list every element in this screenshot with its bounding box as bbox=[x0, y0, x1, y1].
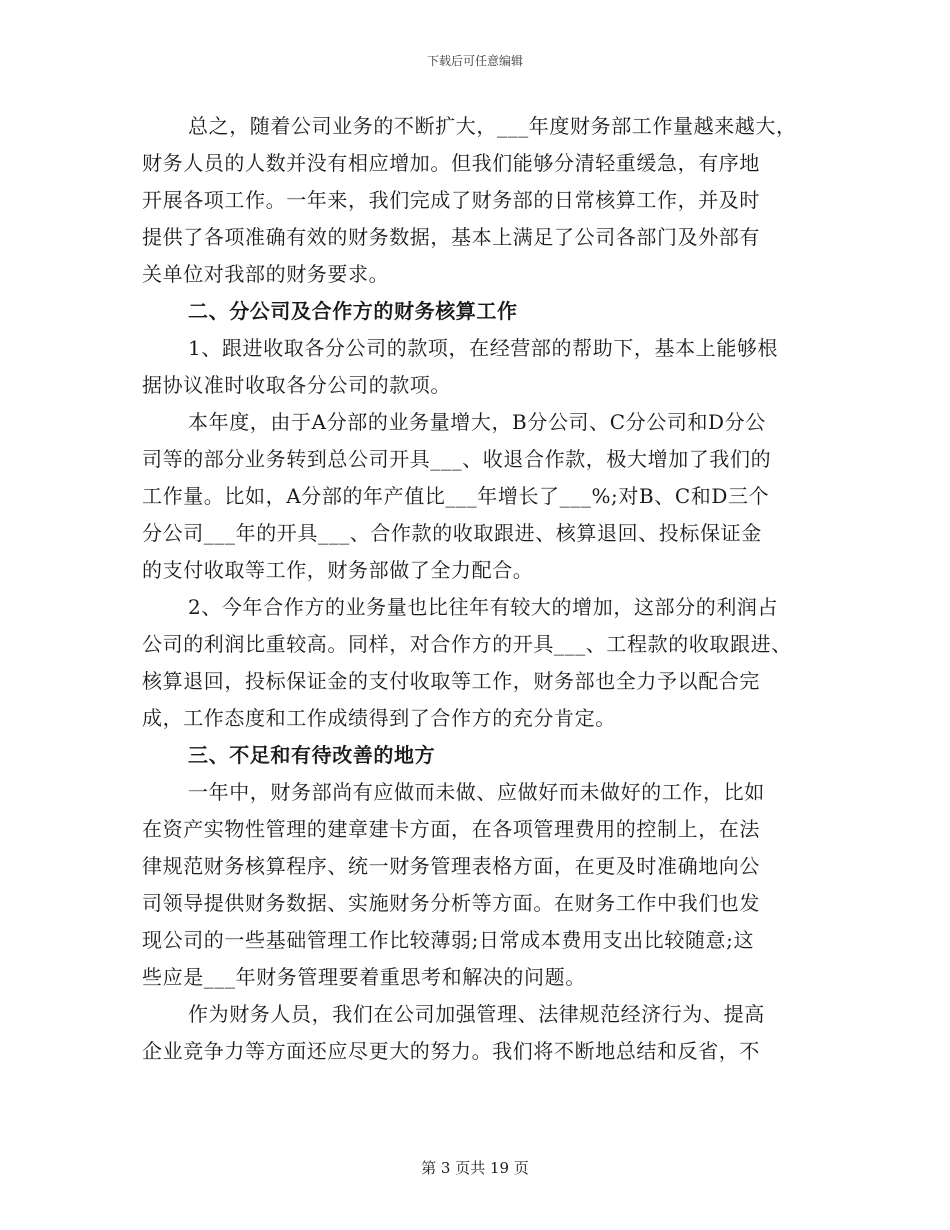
paragraph-line: 在资产实物性管理的建章建卡方面，在各项管理费用的控制上，在法 bbox=[142, 817, 760, 841]
paragraph-line: 核算退回，投标保证金的支付收取等工作，财务部也全力予以配合完 bbox=[142, 669, 760, 693]
paragraph-line: 分公司___年的开具___、合作款的收取跟进、核算退回、投标保证金 bbox=[142, 521, 762, 545]
section-heading: 二、分公司及合作方的财务核算工作 bbox=[188, 299, 518, 323]
paragraph-line: 2、今年合作方的业务量也比往年有较大的增加，这部分的利润占 bbox=[188, 595, 779, 619]
paragraph-line: 提供了各项准确有效的财务数据，基本上满足了公司各部门及外部有 bbox=[142, 225, 760, 249]
paragraph-line: 工作量。比如，A分部的年产值比___年增长了___%;对B、C和D三个 bbox=[142, 484, 770, 508]
paragraph-line: 现公司的一些基础管理工作比较薄弱;日常成本费用支出比较随意;这 bbox=[142, 928, 755, 952]
paragraph-line: 本年度，由于A分部的业务量增大，B分公司、C分公司和D分公 bbox=[188, 410, 766, 434]
paragraph-line: 成，工作态度和工作成绩得到了合作方的充分肯定。 bbox=[142, 706, 616, 730]
paragraph-line: 司等的部分业务转到总公司开具___、收退合作款，极大增加了我们的 bbox=[142, 447, 772, 471]
page-header: 下载后可任意编辑 bbox=[426, 54, 523, 68]
paragraph-line: 些应是___年财务管理要着重思考和解决的问题。 bbox=[142, 965, 586, 989]
document-body bbox=[142, 108, 822, 1070]
paragraph-line: 1、跟进收取各分公司的款项，在经营部的帮助下，基本上能够根 bbox=[188, 336, 779, 360]
paragraph-line: 企业竞争力等方面还应尽更大的努力。我们将不断地总结和反省，不 bbox=[142, 1039, 760, 1063]
paragraph-line: 作为财务人员，我们在公司加强管理、法律规范经济行为、提高 bbox=[188, 1002, 765, 1026]
paragraph-line: 的支付收取等工作，财务部做了全力配合。 bbox=[142, 558, 534, 582]
paragraph-line: 公司的利润比重较高。同样，对合作方的开具___、工程款的收取跟进、 bbox=[142, 632, 792, 656]
paragraph-line: 司领导提供财务数据、实施财务分析等方面。在财务工作中我们也发 bbox=[142, 891, 760, 915]
section-heading: 三、不足和有待改善的地方 bbox=[188, 743, 436, 767]
paragraph-line: 律规范财务核算程序、统一财务管理表格方面，在更及时准确地向公 bbox=[142, 854, 760, 878]
paragraph-line: 关单位对我部的财务要求。 bbox=[142, 262, 390, 286]
page-footer: 第 3 页共 19 页 bbox=[421, 1159, 529, 1177]
paragraph-line: 据协议准时收取各分公司的款项。 bbox=[142, 373, 451, 397]
paragraph-line: 总之，随着公司业务的不断扩大，___年度财务部工作量越来越大， bbox=[188, 114, 797, 138]
paragraph-line: 开展各项工作。一年来，我们完成了财务部的日常核算工作，并及时 bbox=[142, 188, 760, 212]
paragraph-line: 一年中，财务部尚有应做而未做、应做好而未做好的工作，比如 bbox=[188, 780, 765, 804]
paragraph-line: 财务人员的人数并没有相应增加。但我们能够分清轻重缓急，有序地 bbox=[142, 151, 760, 175]
